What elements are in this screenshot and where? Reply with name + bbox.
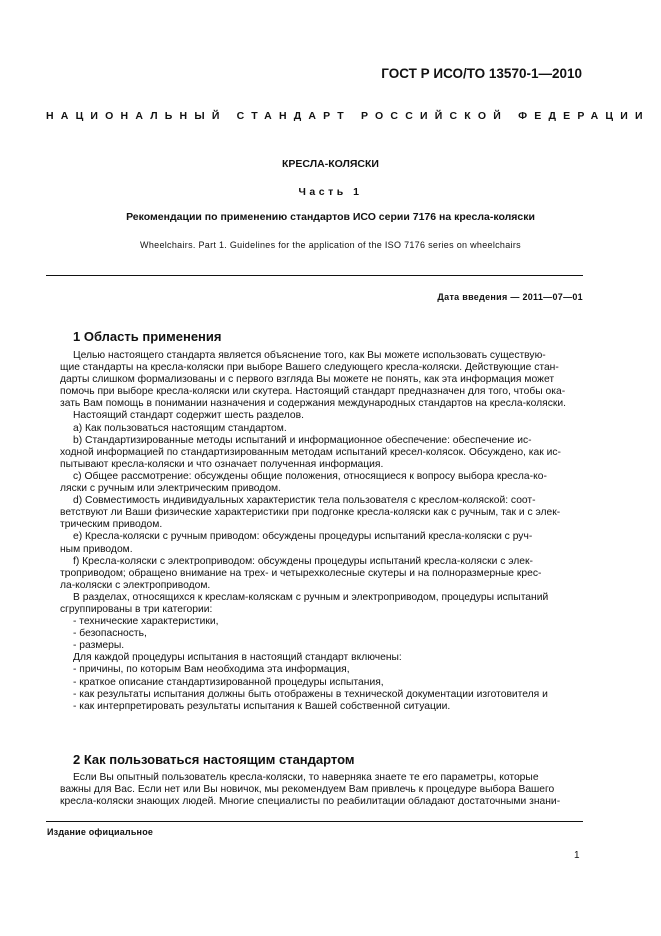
section-1-heading: 1 Область применения	[73, 329, 222, 344]
section-1-body	[60, 350, 583, 713]
introduction-date: Дата введения — 2011—07—01	[437, 292, 583, 302]
body-text-line: В разделах, относящихся к креслам-коляскам с ручным и электроприводом, процедуры испытаний	[73, 591, 549, 603]
body-text-line: - как результаты испытания должны быть отображены в технической документации изготовителя и	[73, 688, 548, 700]
body-text-line: b) Стандартизированные методы испытаний и информационное обеспечение: обеспечение ис-	[73, 434, 532, 446]
body-text-line: Если Вы опытный пользователь кресла-коляски, то наверняка знаете те его параметры, которые	[73, 772, 539, 783]
body-text-line: троприводом; обращено внимание на трех- и четырехколесные скутеры и на полноразмерные крес-	[60, 567, 542, 579]
body-text-line: Настоящий стандарт содержит шесть разделов.	[73, 410, 304, 422]
body-text-line: зать Вам помощь в понимании назначения и содержания международных стандартов на кресла-коляски.	[60, 398, 566, 410]
body-text-line: c) Общее рассмотрение: обсуждены общие положения, относящиеся к вопросу выбора кресла-ко-	[73, 470, 547, 482]
document-part: Часть 1	[298, 186, 363, 198]
body-text-line: щие стандарты на кресла-коляски при выборе Вашего следующего кресла-коляски. Действующие стан-	[60, 362, 559, 374]
body-text-line: ветствуют ли Ваши физические характеристики при подгонке кресла-коляски как с ручным, так и с элек-	[60, 507, 561, 519]
body-text-line: - размеры.	[73, 640, 125, 652]
body-text-line: Для каждой процедуры испытания в настоящий стандарт включены:	[73, 652, 402, 664]
document-title: КРЕСЛА-КОЛЯСКИ	[282, 158, 379, 170]
section-2-heading: 2 Как пользоваться настоящим стандартом	[73, 752, 355, 767]
body-text-line: - технические характеристики,	[73, 616, 219, 628]
document-number: ГОСТ Р ИСО/ТО 13570-1—2010	[381, 66, 582, 81]
body-text-line: кресла-коляски знающих людей. Многие специалисты по реабилитации обладают достаточными знани-	[60, 796, 561, 808]
footer-divider	[46, 821, 583, 822]
body-text-line: помочь при выборе кресла-коляски или скутера. Настоящий стандарт предназначен для того, чтобы ока-	[60, 386, 566, 398]
body-text-line: - причины, по которым Вам необходима эта информация,	[73, 664, 350, 676]
body-text-line: ляски с ручным или электрическим приводом.	[60, 483, 281, 495]
body-text-line: f) Кресла-коляски с электроприводом: обсуждены процедуры испытаний кресла-коляски с элек-	[73, 555, 533, 567]
body-text-line: дарты слишком формализованы и с первого взгляда Вы можете не понять, как эта информация может	[60, 374, 555, 386]
body-text-line: e) Кресла-коляски с ручным приводом: обсуждены процедуры испытаний кресла-коляски с руч-	[73, 531, 533, 543]
body-text-line: a) Как пользоваться настоящим стандартом.	[73, 422, 287, 434]
body-text-line: трическим приводом.	[60, 519, 163, 531]
body-text-line: - безопасность,	[73, 628, 147, 640]
english-title: Wheelchairs. Part 1. Guidelines for the application of the ISO 7176 series on wheelchairs	[140, 240, 521, 250]
title-divider	[46, 275, 583, 276]
body-text-line: d) Совместимость индивидуальных характеристик тела пользователя с креслом-коляской: соот-	[73, 495, 536, 507]
document-subtitle: Рекомендации по применению стандартов ИСО серии 7176 на кресла-коляски	[126, 211, 535, 223]
body-text-line: важны для Вас. Если нет или Вы новичок, мы рекомендуем Вам привлечь к процедуре выбора Вашего	[60, 784, 555, 796]
official-edition-label: Издание официальное	[47, 827, 154, 837]
section-2-body	[60, 772, 583, 808]
body-text-line: сгруппированы в три категории:	[60, 603, 213, 615]
body-text-line: ла-коляски с электроприводом.	[60, 579, 211, 591]
body-text-line: пытывают кресла-коляски и что означает полученная информация.	[60, 458, 384, 470]
body-text-line: ходной информацией по стандартизированным методам испытаний кресел-колясок. Обсуждено, как ис-	[60, 446, 561, 458]
national-standard-banner: НАЦИОНАЛЬНЫЙ СТАНДАРТ РОССИЙСКОЙ ФЕДЕРАЦИИ	[46, 110, 650, 122]
body-text-line: Целью настоящего стандарта является объяснение того, как Вы можете использовать существую-	[73, 350, 546, 361]
page-number: 1	[574, 850, 580, 861]
body-text-line: ным приводом.	[60, 543, 133, 555]
body-text-line: - как интерпретировать результаты испытания к Вашей собственной ситуации.	[73, 700, 451, 712]
body-text-line: - краткое описание стандартизированной процедуры испытания,	[73, 676, 384, 688]
